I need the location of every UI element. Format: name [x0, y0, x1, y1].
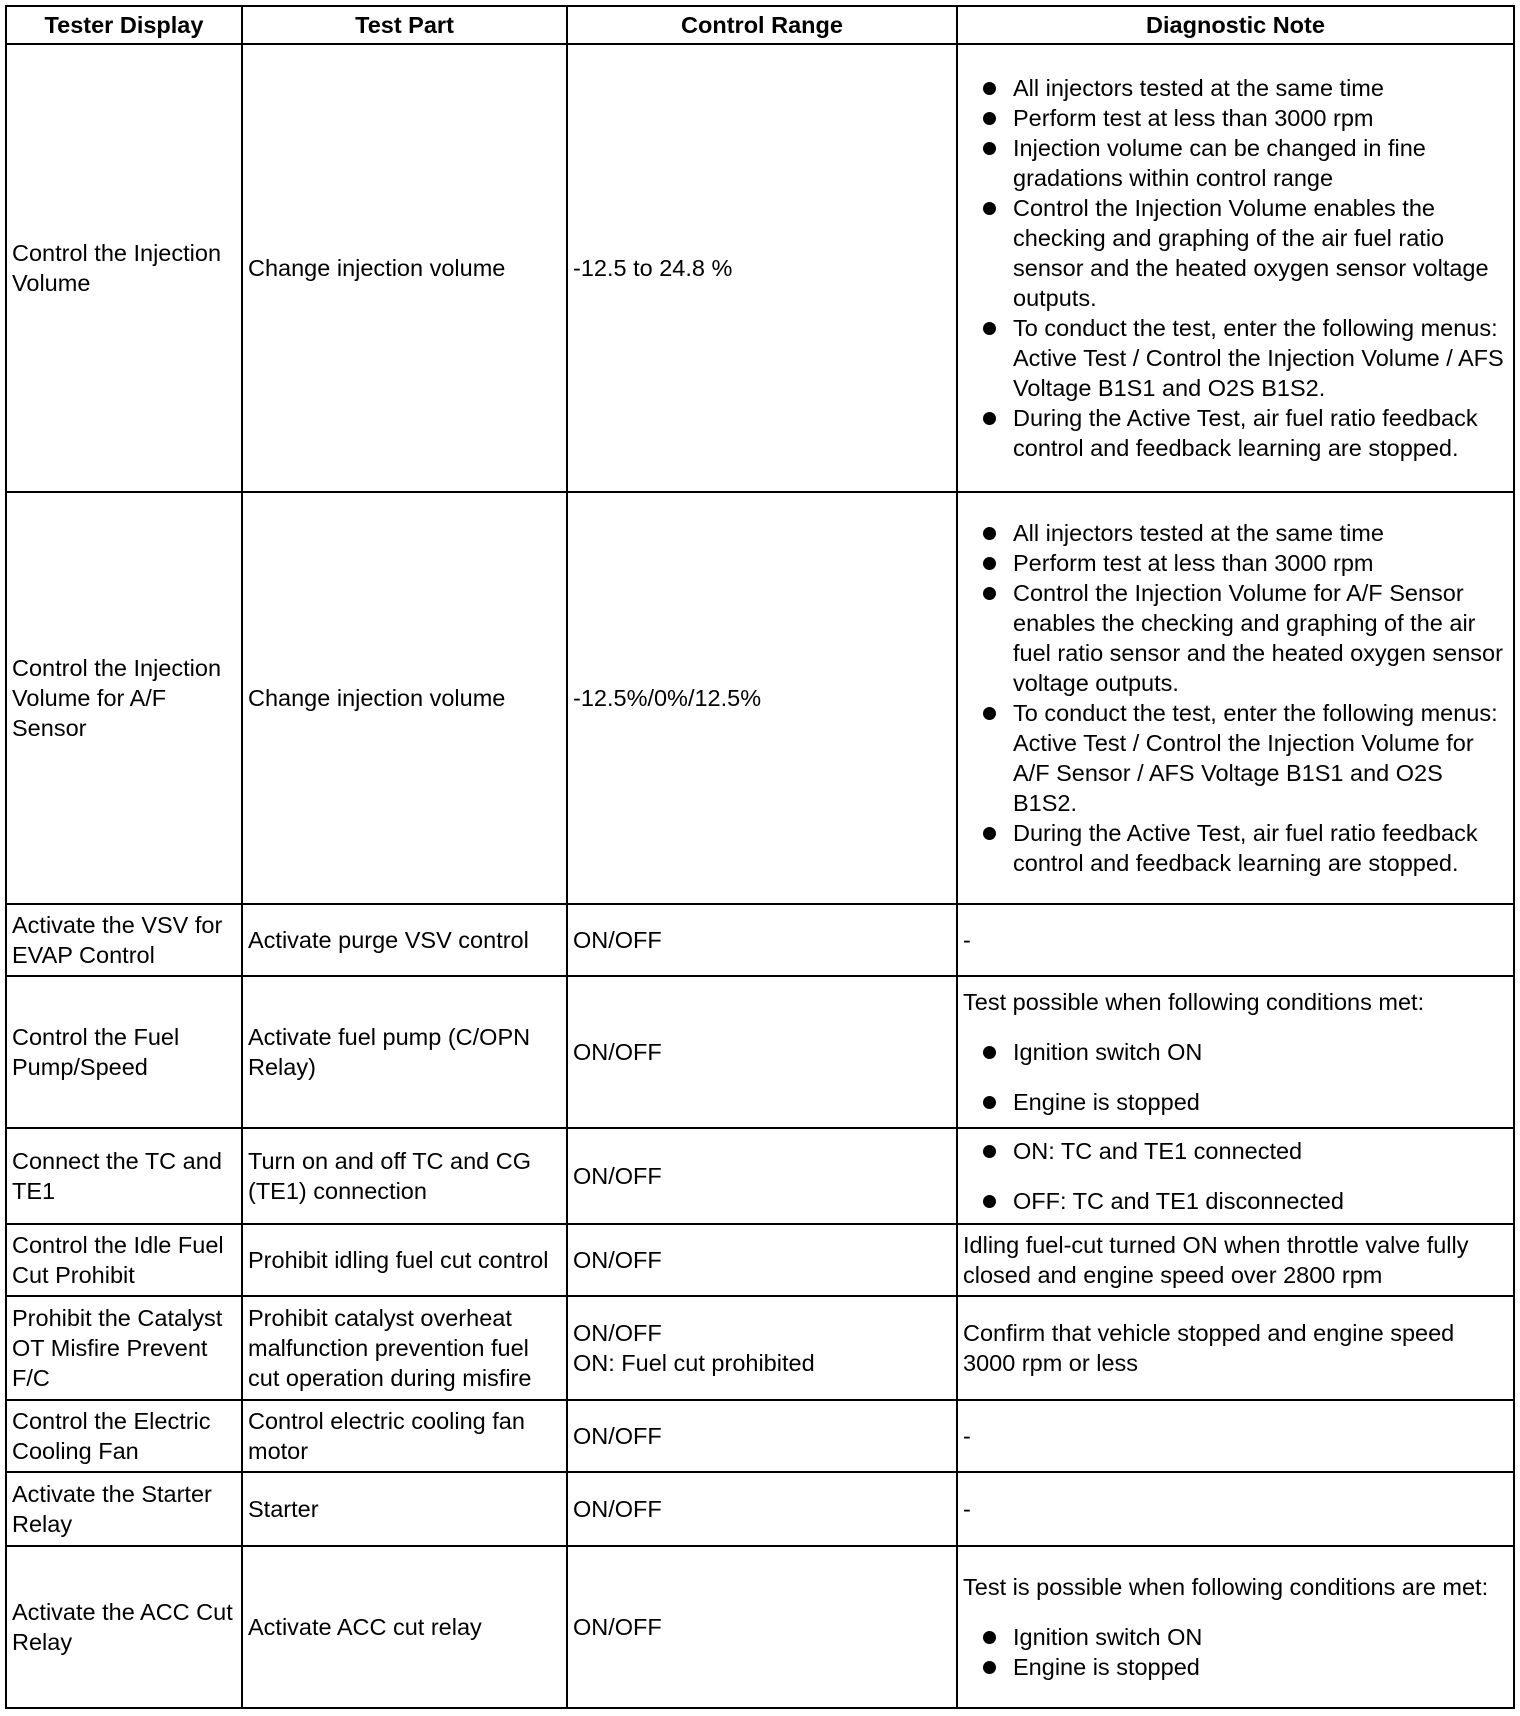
note-item [963, 1622, 1508, 1652]
note-list [963, 73, 1508, 463]
note-list [963, 1136, 1508, 1216]
note-text: Control the Injection Volume for A/F Sensor enables the checking and graphing of the air fuel ratio sensor and the heated oxygen sensor voltage outputs. [1013, 580, 1503, 696]
control-range-cell: ON/OFF [567, 976, 957, 1128]
control-range-cell [567, 1296, 957, 1400]
bullet-dot-icon [983, 112, 996, 125]
note-text: Perform test at less than 3000 rpm [1013, 550, 1374, 576]
bullet-dot-icon [983, 1046, 996, 1059]
tester-display-cell: Control the Electric Cooling Fan [6, 1400, 242, 1472]
note-item [963, 698, 1508, 818]
diagnostic-note-cell: Confirm that vehicle stopped and engine speed 3000 rpm or less [957, 1296, 1514, 1400]
active-test-table [5, 5, 1515, 1709]
note-item [963, 518, 1508, 548]
note-item [963, 1652, 1508, 1682]
note-text: During the Active Test, air fuel ratio feedback control and feedback learning are stopped. [1013, 820, 1478, 876]
bullet-dot-icon [983, 827, 996, 840]
bullet-dot-icon [983, 707, 996, 720]
table-row [6, 904, 1514, 976]
bullet-dot-icon [983, 1631, 996, 1644]
test-part-cell: Prohibit idling fuel cut control [242, 1224, 567, 1296]
diagnostic-note-cell [957, 1128, 1514, 1224]
tester-display-cell: Control the Injection Volume for A/F Sensor [6, 492, 242, 904]
tester-display-cell: Activate the VSV for EVAP Control [6, 904, 242, 976]
bullet-dot-icon [983, 142, 996, 155]
note-list [963, 518, 1508, 878]
test-part-cell: Activate ACC cut relay [242, 1546, 567, 1708]
table-row [6, 1296, 1514, 1400]
note-text: Perform test at less than 3000 rpm [1013, 105, 1374, 131]
test-part-cell: Change injection volume [242, 492, 567, 904]
table-row [6, 1546, 1514, 1708]
header-row [6, 6, 1514, 44]
note-text: All injectors tested at the same time [1013, 75, 1384, 101]
note-text: To conduct the test, enter the following menus: Active Test / Control the Injection Volume for A/F Sensor / AFS Voltage B1S1 and O2S B1S2. [1013, 700, 1498, 816]
table-row [6, 976, 1514, 1128]
bullet-dot-icon [983, 587, 996, 600]
diagnostic-note-cell: Idling fuel-cut turned ON when throttle valve fully closed and engine speed over 2800 rpm [957, 1224, 1514, 1296]
note-item [963, 1136, 1508, 1166]
control-range-cell: ON/OFF [567, 1224, 957, 1296]
note-item [963, 103, 1508, 133]
note-text: Ignition switch ON [1013, 1039, 1203, 1065]
control-range-cell: -12.5 to 24.8 % [567, 44, 957, 492]
bullet-dot-icon [983, 1661, 996, 1674]
control-range-cell: ON/OFF [567, 904, 957, 976]
note-item [963, 133, 1508, 193]
note-item [963, 1037, 1508, 1067]
test-part-cell: Control electric cooling fan motor [242, 1400, 567, 1472]
note-intro: Test is possible when following conditions are met: [963, 1574, 1489, 1600]
test-part-cell: Turn on and off TC and CG (TE1) connection [242, 1128, 567, 1224]
bullet-dot-icon [983, 412, 996, 425]
note-text: OFF: TC and TE1 disconnected [1013, 1188, 1344, 1214]
bullet-dot-icon [983, 1096, 996, 1109]
control-range-cell: ON/OFF [567, 1128, 957, 1224]
table-row [6, 1400, 1514, 1472]
tester-display-cell: Activate the Starter Relay [6, 1472, 242, 1546]
table-row [6, 492, 1514, 904]
table-row [6, 44, 1514, 492]
note-text: To conduct the test, enter the following menus: Active Test / Control the Injection Volume / AFS Voltage B1S1 and O2S B1S2. [1013, 315, 1504, 401]
diagnostic-note-cell [957, 1546, 1514, 1708]
control-range-line: ON/OFF [573, 1320, 662, 1346]
bullet-dot-icon [983, 527, 996, 540]
note-item [963, 193, 1508, 313]
note-intro: Test possible when following conditions met: [963, 989, 1425, 1015]
header-diagnostic-note: Diagnostic Note [957, 6, 1514, 44]
note-item [963, 548, 1508, 578]
note-item [963, 1087, 1508, 1117]
diagnostic-note-cell: - [957, 1472, 1514, 1546]
test-part-cell: Prohibit catalyst overheat malfunction prevention fuel cut operation during misfire [242, 1296, 567, 1400]
diagnostic-note-cell [957, 44, 1514, 492]
diagnostic-note-cell: - [957, 1400, 1514, 1472]
note-text: Engine is stopped [1013, 1654, 1200, 1680]
bullet-dot-icon [983, 1195, 996, 1208]
bullet-dot-icon [983, 1145, 996, 1158]
test-part-cell: Starter [242, 1472, 567, 1546]
header-control-range: Control Range [567, 6, 957, 44]
note-item [963, 73, 1508, 103]
note-list [963, 1037, 1508, 1117]
bullet-dot-icon [983, 82, 996, 95]
table-row [6, 1472, 1514, 1546]
diagnostic-note-cell: - [957, 904, 1514, 976]
note-text: Engine is stopped [1013, 1089, 1200, 1115]
tester-display-cell: Control the Injection Volume [6, 44, 242, 492]
control-range-cell: -12.5%/0%/12.5% [567, 492, 957, 904]
note-text: Injection volume can be changed in fine gradations within control range [1013, 135, 1426, 191]
note-item [963, 313, 1508, 403]
note-item [963, 1186, 1508, 1216]
note-item [963, 403, 1508, 463]
note-item [963, 578, 1508, 698]
note-text: Control the Injection Volume enables the checking and graphing of the air fuel ratio sensor and the heated oxygen sensor voltage outputs. [1013, 195, 1489, 311]
tester-display-cell: Connect the TC and TE1 [6, 1128, 242, 1224]
note-list [963, 1622, 1508, 1682]
header-test-part: Test Part [242, 6, 567, 44]
tester-display-cell: Control the Fuel Pump/Speed [6, 976, 242, 1128]
bullet-dot-icon [983, 322, 996, 335]
tester-display-cell: Control the Idle Fuel Cut Prohibit [6, 1224, 242, 1296]
test-part-cell: Activate purge VSV control [242, 904, 567, 976]
note-text: All injectors tested at the same time [1013, 520, 1384, 546]
header-tester-display: Tester Display [6, 6, 242, 44]
diagnostic-table-sheet [5, 5, 1513, 1709]
note-item [963, 818, 1508, 878]
control-range-cell: ON/OFF [567, 1472, 957, 1546]
test-part-cell: Activate fuel pump (C/OPN Relay) [242, 976, 567, 1128]
tester-display-cell: Prohibit the Catalyst OT Misfire Prevent F/C [6, 1296, 242, 1400]
diagnostic-note-cell [957, 492, 1514, 904]
test-part-cell: Change injection volume [242, 44, 567, 492]
bullet-dot-icon [983, 557, 996, 570]
bullet-dot-icon [983, 202, 996, 215]
control-range-cell: ON/OFF [567, 1546, 957, 1708]
control-range-line: ON: Fuel cut prohibited [573, 1350, 815, 1376]
table-row [6, 1224, 1514, 1296]
table-row [6, 1128, 1514, 1224]
note-text: Ignition switch ON [1013, 1624, 1203, 1650]
control-range-cell: ON/OFF [567, 1400, 957, 1472]
note-text: ON: TC and TE1 connected [1013, 1138, 1303, 1164]
note-text: During the Active Test, air fuel ratio feedback control and feedback learning are stopped. [1013, 405, 1478, 461]
tester-display-cell: Activate the ACC Cut Relay [6, 1546, 242, 1708]
diagnostic-note-cell [957, 976, 1514, 1128]
